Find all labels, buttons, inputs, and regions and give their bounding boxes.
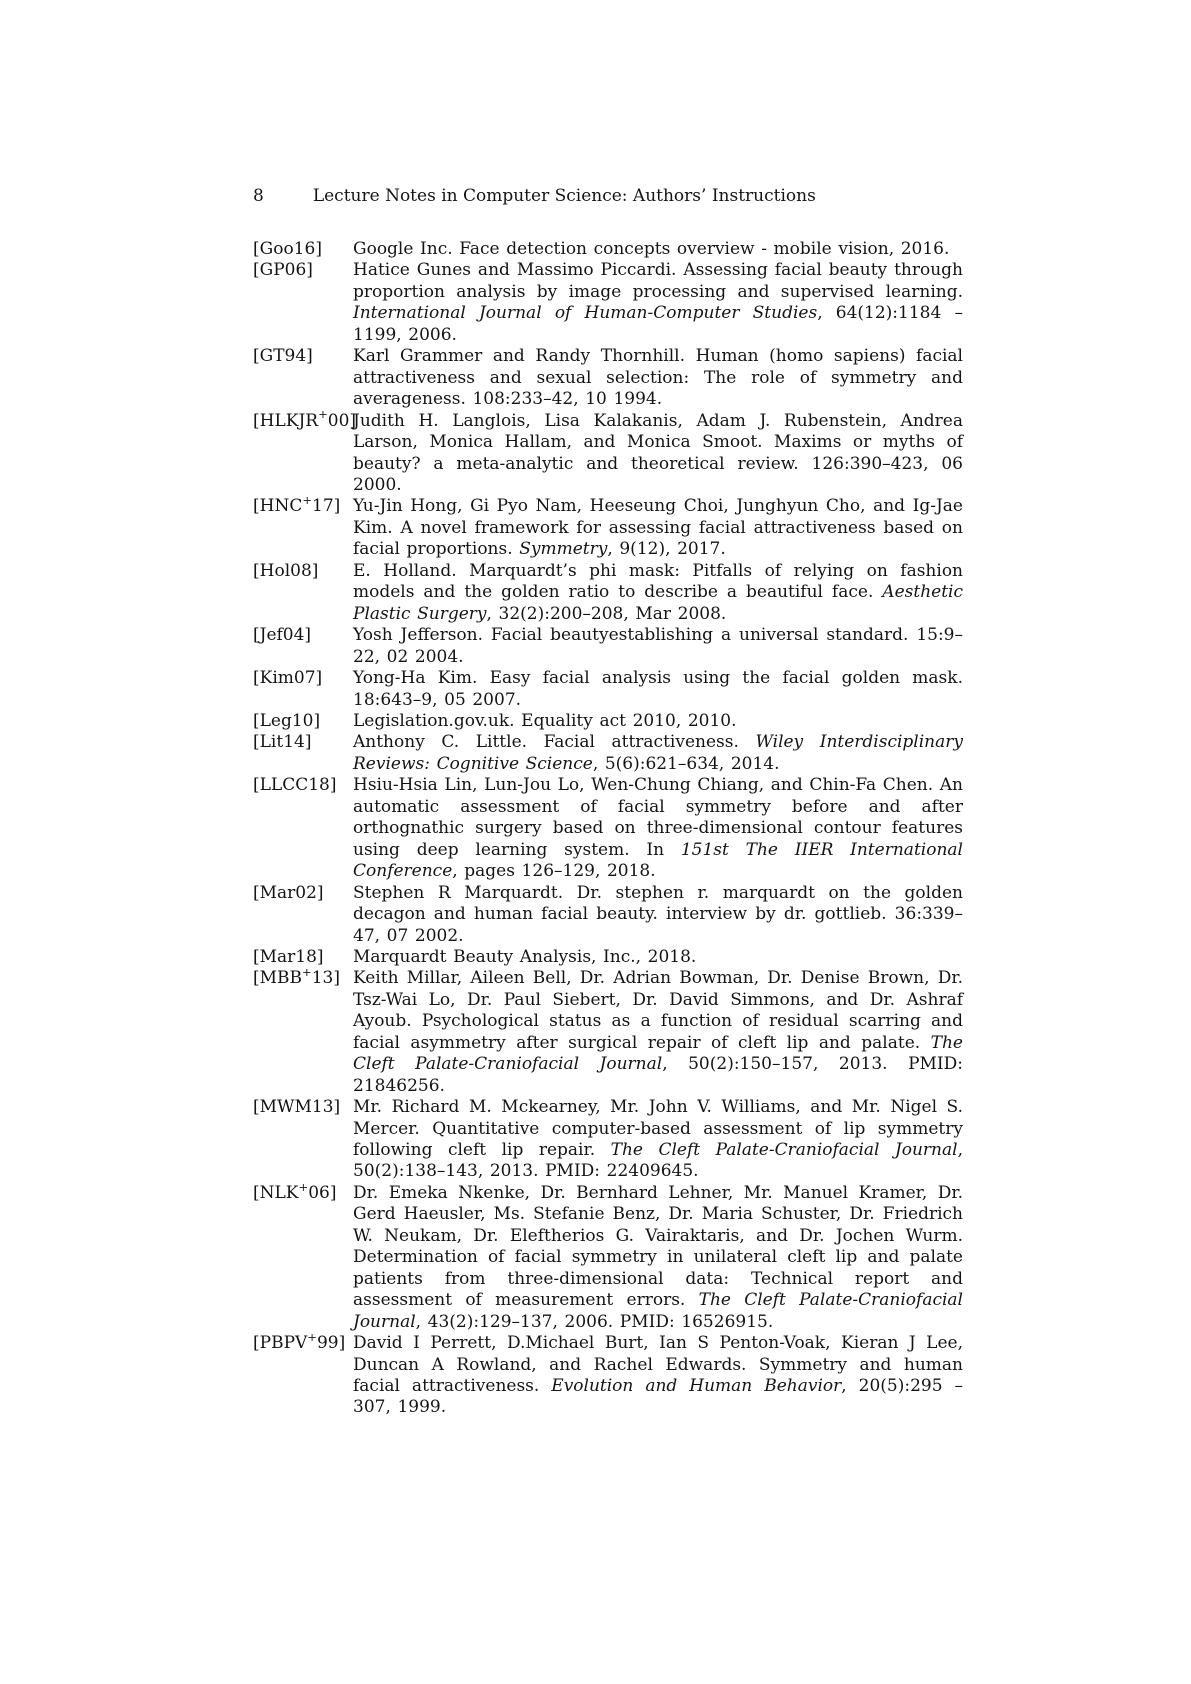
reference-entry bbox=[253, 260, 963, 346]
reference-label: [Kim07] bbox=[253, 668, 323, 689]
reference-text: Mr. Richard M. Mckearney, Mr. John V. Williams, and Mr. Nigel S. Mercer. Quantitative computer-based assessment of lip symmetry following cleft lip repair. The Cleft Palate-Craniofacial Journal, 50(2):138–143, 2013. PMID: 22409645. bbox=[353, 1097, 963, 1182]
reference-label: [Leg10] bbox=[253, 710, 321, 731]
reference-text: E. Holland. Marquardt’s phi mask: Pitfalls of relying on fashion models and the golden ratio to describe a beautiful face. Aesthetic Plastic Surgery, 32(2):200–208, Mar 2008. bbox=[353, 560, 963, 624]
reference-entry bbox=[253, 775, 963, 882]
reference-label: [HLKJR+00] bbox=[253, 407, 357, 431]
reference-entry bbox=[253, 561, 963, 625]
reference-entry bbox=[253, 965, 963, 1097]
reference-label: [LLCC18] bbox=[253, 775, 337, 796]
reference-entry bbox=[253, 732, 963, 775]
reference-label: [PBPV+99] bbox=[253, 1329, 346, 1354]
reference-text: Hatice Gunes and Massimo Piccardi. Assessing facial beauty through proportion analysis by image processing and supervised learning. International Journal of Human-Computer Studies, 64(12):1184 – 1199, 2006. bbox=[353, 260, 963, 345]
reference-label: [Lit14] bbox=[253, 732, 312, 753]
reference-text: Karl Grammer and Randy Thornhill. Human (homo sapiens) facial attractiveness and sexual selection: The role of symmetry and averageness. 108:233–42, 10 1994. bbox=[353, 346, 963, 410]
reference-label: [NLK+06] bbox=[253, 1179, 337, 1203]
reference-label: [Jef04] bbox=[253, 625, 312, 646]
reference-label: [GT94] bbox=[253, 346, 313, 367]
reference-text: Legislation.gov.uk. Equality act 2010, 2010. bbox=[353, 710, 737, 731]
running-title: Lecture Notes in Computer Science: Authors’ Instructions bbox=[312, 186, 816, 206]
reference-entry bbox=[253, 668, 963, 711]
page-number: 8 bbox=[253, 186, 264, 206]
reference-entry bbox=[253, 883, 963, 947]
reference-text: Judith H. Langlois, Lisa Kalakanis, Adam J. Rubenstein, Andrea Larson, Monica Hallam, and Monica Smoot. Maxims or myths of beauty? a meta-analytic and theoretical review. 126:390–423, 06 2000. bbox=[353, 410, 963, 495]
reference-text: Yu-Jin Hong, Gi Pyo Nam, Heeseung Choi, Junghyun Cho, and Ig-Jae Kim. A novel framework for assessing facial attractiveness based on facial proportions. Symmetry, 9(12), 2017. bbox=[353, 496, 963, 560]
reference-entry bbox=[253, 346, 963, 410]
reference-entry bbox=[253, 407, 963, 497]
reference-text: Hsiu-Hsia Lin, Lun-Jou Lo, Wen-Chung Chiang, and Chin-Fa Chen. An automatic assessment of facial symmetry before and after orthognathic surgery based on three-dimensional contour features using deep learning system. In 151st The IIER International Conference, pages 126–129, 2018. bbox=[353, 775, 963, 882]
reference-label: [HNC+17] bbox=[253, 493, 341, 517]
reference-entry bbox=[253, 1179, 963, 1333]
reference-text: Stephen R Marquardt. Dr. stephen r. marquardt on the golden decagon and human facial beauty. interview by dr. gottlieb. 36:339–47, 07 2002. bbox=[353, 882, 963, 946]
reference-entry bbox=[253, 239, 963, 260]
reference-entry bbox=[253, 625, 963, 668]
reference-label: [MBB+13] bbox=[253, 965, 340, 989]
reference-entry bbox=[253, 493, 963, 560]
reference-text: Anthony C. Little. Facial attractiveness. Wiley Interdisciplinary Reviews: Cognitive Science, 5(6):621–634, 2014. bbox=[353, 732, 963, 774]
reference-label: [MWM13] bbox=[253, 1097, 341, 1118]
reference-entry bbox=[253, 1329, 963, 1419]
bibliography-list bbox=[253, 239, 963, 1419]
reference-entry bbox=[253, 711, 963, 732]
reference-text: David I Perrett, D.Michael Burt, Ian S Penton-Voak, Kieran J Lee, Duncan A Rowland, and Rachel Edwards. Symmetry and human facial attractiveness. Evolution and Human Behavior, 20(5):295 – 307, 1999. bbox=[353, 1333, 963, 1418]
reference-text: Google Inc. Face detection concepts overview - mobile vision, 2016. bbox=[353, 239, 950, 259]
reference-label: [Mar02] bbox=[253, 882, 324, 903]
reference-text: Marquardt Beauty Analysis, Inc., 2018. bbox=[353, 946, 697, 967]
reference-entry bbox=[253, 1097, 963, 1183]
reference-entry bbox=[253, 947, 963, 968]
running-header bbox=[253, 186, 963, 207]
reference-text: Keith Millar, Aileen Bell, Dr. Adrian Bowman, Dr. Denise Brown, Dr. Tsz-Wai Lo, Dr. Paul Siebert, Dr. David Simmons, and Dr. Ashraf Ayoub. Psychological status as a function of residual scarring and facial asymmetry after surgical repair of cleft lip and palate. The Cleft Palate-Craniofacial Journal, 50(2):150–157, 2013. PMID: 21846256. bbox=[353, 968, 963, 1096]
reference-label: [GP06] bbox=[253, 260, 313, 281]
reference-text: Yong-Ha Kim. Easy facial analysis using the facial golden mask. 18:643–9, 05 2007. bbox=[353, 668, 963, 710]
reference-text: Yosh Jefferson. Facial beautyestablishing a universal standard. 15:9–22, 02 2004. bbox=[353, 625, 963, 667]
reference-text: Dr. Emeka Nkenke, Dr. Bernhard Lehner, Mr. Manuel Kramer, Dr. Gerd Haeusler, Ms. Stefanie Benz, Dr. Maria Schuster, Dr. Friedrich W. Neukam, Dr. Eleftherios G. Vairaktaris, and Dr. Jochen Wurm. Determination of facial symmetry in unilateral cleft lip and palate patients from three-dimensional data: Technical report and assessment of measurement errors. The Cleft Palate-Craniofacial Journal, 43(2):129–137, 2006. PMID: 16526915. bbox=[353, 1182, 963, 1332]
reference-label: [Hol08] bbox=[253, 560, 319, 581]
reference-label: [Goo16] bbox=[253, 239, 322, 259]
reference-label: [Mar18] bbox=[253, 946, 324, 967]
